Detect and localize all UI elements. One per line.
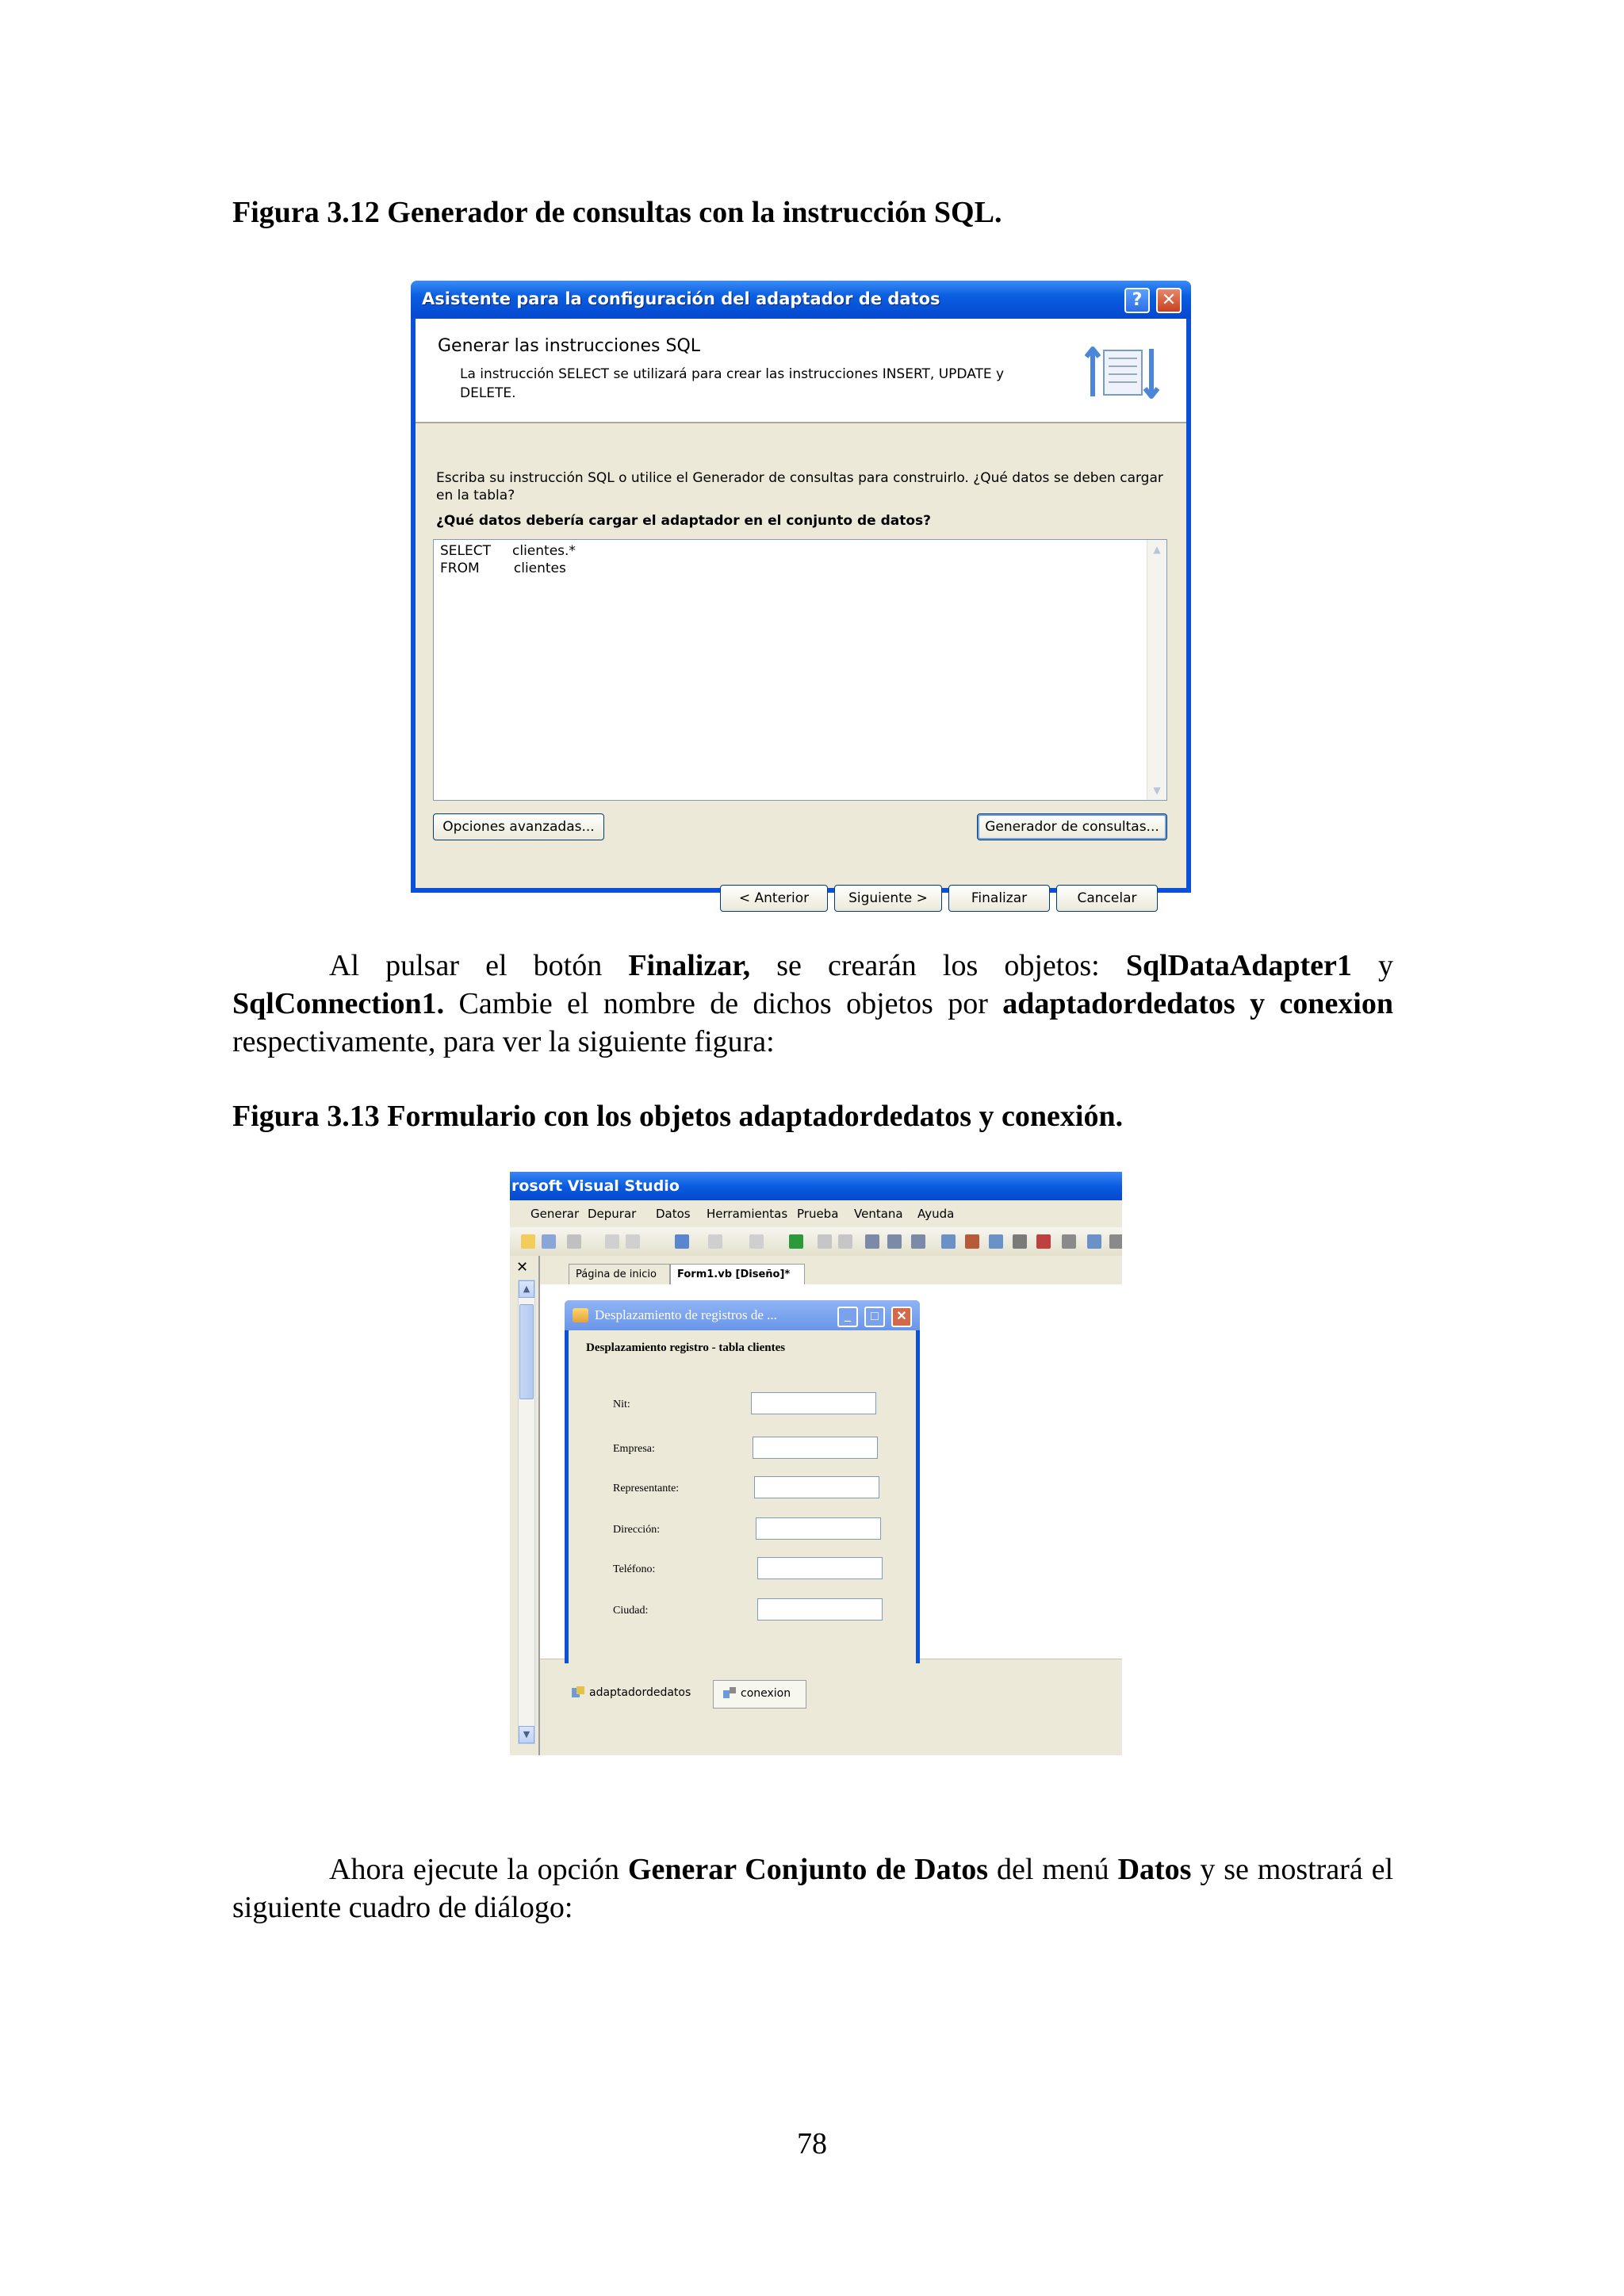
menu-depurar[interactable]: Depurar	[588, 1207, 637, 1221]
p1-text-5: respectivamente, para ver la siguiente figura:	[232, 1025, 775, 1058]
undo-icon[interactable]	[675, 1234, 689, 1249]
sql-line-from: FROM clientes	[440, 561, 566, 576]
sql-scrollbar[interactable]	[1147, 540, 1166, 800]
data-adapter-icon	[570, 1685, 586, 1701]
back-button[interactable]: < Anterior	[720, 885, 828, 912]
vs-menu-bar	[510, 1200, 1122, 1227]
label-direccion: Dirección:	[613, 1524, 661, 1536]
toolbox-scroll-down-icon[interactable]: ▼	[519, 1726, 534, 1743]
menu-ventana[interactable]: Ventana	[854, 1207, 903, 1221]
p1-text-1: Al pulsar el botón	[329, 949, 629, 982]
advanced-options-button[interactable]: Opciones avanzadas...	[433, 813, 604, 840]
p1-text-4: Cambie el nombre de dichos objetos por	[444, 987, 1003, 1020]
toolbox-scrollbar[interactable]	[518, 1280, 535, 1744]
telefono-textbox[interactable]	[757, 1557, 883, 1579]
representante-textbox[interactable]	[754, 1476, 879, 1498]
page-number: 78	[797, 2127, 827, 2160]
scroll-up-icon[interactable]: ▲	[1153, 544, 1161, 555]
scroll-down-icon[interactable]: ▼	[1153, 785, 1161, 796]
p1-text-2: se crearán los objetos:	[750, 949, 1126, 982]
form-close-icon[interactable]: ✕	[891, 1307, 912, 1327]
p1-bold-finalizar: Finalizar,	[628, 949, 751, 982]
instruction-text: Escriba su instrucción SQL o utilice el Generador de consultas para construirlo. ¿Qué datos se deben cargar en la tabla?	[436, 470, 1163, 503]
figure-caption-3-13: Figura 3.13 Formulario con los objetos adaptadordedatos y conexión.	[232, 1100, 1124, 1133]
find-icon[interactable]	[941, 1234, 956, 1249]
form-subtitle: Desplazamiento registro - tabla clientes	[586, 1341, 786, 1354]
object-browser-icon[interactable]	[1036, 1234, 1051, 1249]
step-into-icon[interactable]	[865, 1234, 879, 1249]
stop-icon[interactable]	[838, 1234, 852, 1249]
label-nit: Nit:	[613, 1399, 630, 1410]
menu-ayuda[interactable]: Ayuda	[917, 1207, 955, 1221]
minimize-icon[interactable]: _	[837, 1307, 858, 1327]
tab-form1-design[interactable]: Form1.vb [Diseño]*	[670, 1264, 805, 1284]
header-description: La instrucción SELECT se utilizará para crear las instrucciones INSERT, UPDATE y DELETE.	[460, 366, 1005, 401]
p1-bold-names: adaptadordedatos y conexion	[1002, 987, 1393, 1020]
dialog-title: Asistente para la configuración del adaptador de datos	[422, 289, 940, 308]
properties-icon[interactable]	[989, 1234, 1003, 1249]
pause-icon[interactable]	[818, 1234, 832, 1249]
form-title-bar	[565, 1300, 920, 1330]
save-all-icon[interactable]	[567, 1234, 581, 1249]
form-body	[569, 1330, 916, 1663]
window-icon[interactable]	[1087, 1234, 1101, 1249]
tray-connection-label: conexion	[741, 1687, 791, 1700]
redo-icon[interactable]	[708, 1234, 722, 1249]
options-icon[interactable]	[1062, 1234, 1076, 1249]
solution-explorer-icon[interactable]	[965, 1234, 979, 1249]
start-debug-icon[interactable]	[789, 1234, 803, 1249]
format-icon[interactable]	[626, 1234, 640, 1249]
data-adapter-wizard-dialog	[411, 281, 1191, 906]
label-representante: Representante:	[613, 1483, 680, 1494]
dialog-body	[416, 319, 1186, 906]
next-button[interactable]: Siguiente >	[834, 885, 942, 912]
label-telefono: Teléfono:	[613, 1563, 656, 1575]
tab-start-page[interactable]: Página de inicio	[569, 1264, 670, 1284]
toolbox-scroll-thumb[interactable]	[519, 1304, 534, 1399]
maximize-icon[interactable]: □	[864, 1307, 885, 1327]
save-icon[interactable]	[542, 1234, 556, 1249]
sql-statement-textarea[interactable]	[433, 539, 1167, 801]
document-tabs	[540, 1256, 1122, 1285]
header-title: Generar las instrucciones SQL	[438, 336, 701, 356]
menu-herramientas[interactable]: Herramientas	[707, 1207, 788, 1221]
help-button[interactable]: ?	[1124, 288, 1150, 313]
figure-caption-3-12: Figura 3.12 Generador de consultas con la instrucción SQL.	[232, 196, 1002, 229]
connection-icon	[722, 1686, 737, 1701]
question-label: ¿Qué datos debería cargar el adaptador en el conjunto de datos?	[436, 513, 932, 529]
paragraph-2	[232, 1850, 1393, 1927]
vs-title-bar	[510, 1172, 1122, 1200]
form-title: Desplazamiento de registros de ...	[595, 1307, 777, 1322]
p1-bold-sqldataadapter: SqlDataAdapter1	[1125, 949, 1352, 982]
direccion-textbox[interactable]	[756, 1517, 881, 1540]
step-over-icon[interactable]	[887, 1234, 902, 1249]
toolbox-icon[interactable]	[1013, 1234, 1027, 1249]
nit-textbox[interactable]	[751, 1392, 876, 1414]
toolbox-panel	[510, 1256, 540, 1755]
panel-close-icon[interactable]: ✕	[516, 1259, 529, 1276]
p2-text-3: y se mostrará el siguiente cuadro de diálogo:	[232, 1853, 1394, 1924]
query-builder-button[interactable]: Generador de consultas...	[977, 813, 1167, 840]
dialog-header	[416, 319, 1186, 423]
step-out-icon[interactable]	[911, 1234, 925, 1249]
p2-text-1: Ahora ejecute la opción	[329, 1853, 628, 1886]
menu-generar[interactable]: Generar	[530, 1207, 580, 1221]
vs-title: rosoft Visual Studio	[511, 1177, 680, 1195]
form-app-icon	[573, 1308, 588, 1322]
p2-bold-generar: Generar Conjunto de Datos	[627, 1853, 989, 1886]
close-button[interactable]: ✕	[1156, 288, 1182, 313]
component-tray	[540, 1659, 1122, 1755]
cancel-button[interactable]: Cancelar	[1056, 885, 1158, 912]
more-icon[interactable]	[1109, 1234, 1122, 1249]
label-empresa: Empresa:	[613, 1443, 655, 1455]
designed-form	[565, 1300, 920, 1663]
finish-button[interactable]: Finalizar	[948, 885, 1050, 912]
navigate-icon[interactable]	[749, 1234, 764, 1249]
sql-line-select: SELECT clientes.*	[440, 543, 576, 559]
menu-prueba[interactable]: Prueba	[797, 1207, 839, 1221]
dialog-title-bar	[411, 281, 1191, 319]
ciudad-textbox[interactable]	[757, 1598, 883, 1621]
sql-statement-icon	[1082, 333, 1161, 412]
label-ciudad: Ciudad:	[613, 1605, 649, 1617]
open-folder-icon[interactable]	[521, 1234, 535, 1249]
p2-bold-datos: Datos	[1117, 1853, 1192, 1886]
tray-adapter-label: adaptadordedatos	[589, 1686, 691, 1699]
tray-adapter[interactable]	[570, 1685, 691, 1701]
p1-text-3: y	[1351, 949, 1393, 982]
toolbox-scroll-up-icon[interactable]: ▲	[519, 1280, 534, 1298]
menu-datos[interactable]: Datos	[656, 1207, 691, 1221]
align-icon[interactable]	[605, 1234, 619, 1249]
vs-toolbar	[510, 1227, 1122, 1257]
tray-connection[interactable]	[713, 1680, 806, 1709]
empresa-textbox[interactable]	[753, 1437, 878, 1459]
paragraph-1	[232, 947, 1393, 1061]
p1-bold-sqlconnection: SqlConnection1.	[232, 987, 445, 1020]
p2-text-2: del menú	[988, 1853, 1118, 1886]
